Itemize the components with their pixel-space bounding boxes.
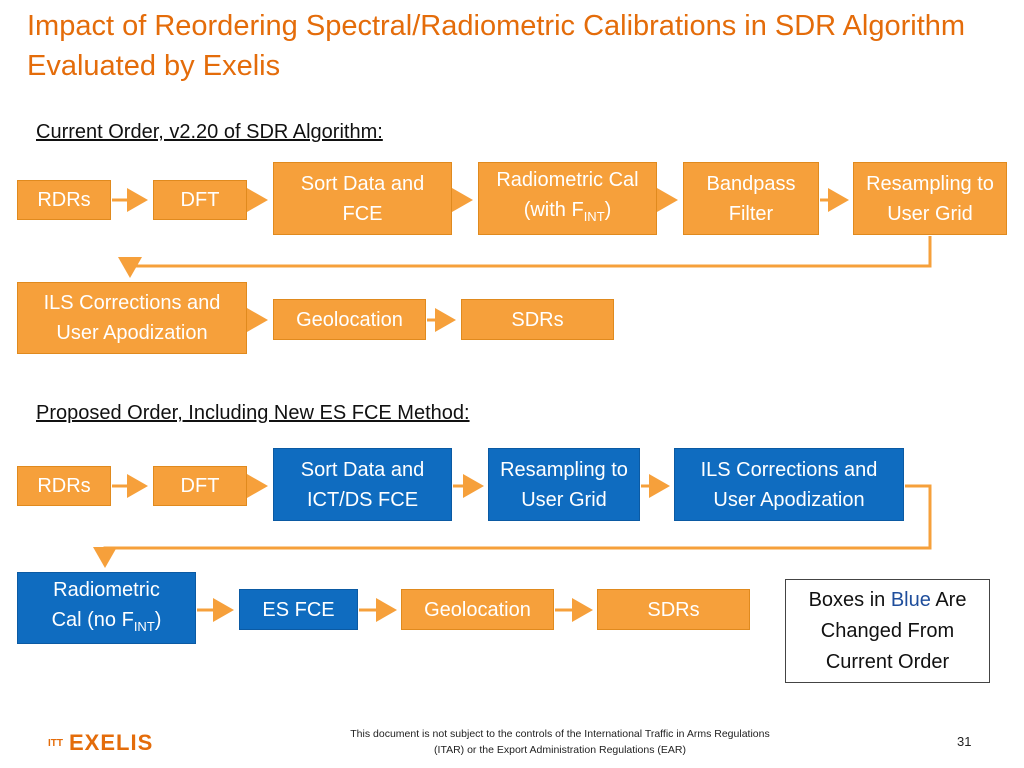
note-line2: Changed From [820,620,955,642]
current-radiometric-end: ) [604,199,612,221]
current-radiometric-box [478,162,657,235]
proposed-sort-box: Sort Data and ICT/DS FCE [273,448,452,521]
current-sort-box: Sort Data and FCE [273,162,452,235]
page-number: 31 [957,734,972,749]
current-geolocation-box: Geolocation [273,299,426,340]
proposed-esfce-box: ES FCE [239,589,358,630]
logo-prefix: ITT [48,737,63,749]
current-radiometric-label: Radiometric Cal (with F [496,169,639,221]
current-dft-box: DFT [153,180,247,220]
note-line1-post: Are [930,589,967,611]
proposed-sdrs-box: SDRs [597,589,750,630]
note-line1-pre: Boxes in [808,589,891,611]
legend-note [785,579,990,683]
current-rdrs-box: RDRs [17,180,111,220]
current-sdrs-box: SDRs [461,299,614,340]
logo-name: EXELIS [69,730,154,755]
proposed-radiometric-box [17,572,196,644]
arrow-wrap-current [130,236,930,275]
current-bandpass-box: Bandpass Filter [683,162,819,235]
current-order-heading: Current Order, v2.20 of SDR Algorithm: [36,121,383,143]
proposed-order-heading: Proposed Order, Including New ES FCE Method: [36,402,470,424]
proposed-radiometric-label: Radiometric Cal (no F [51,578,160,631]
proposed-ils-box: ILS Corrections and User Apodization [674,448,904,521]
proposed-radiometric-end: ) [154,608,162,631]
note-line3: Current Order [825,651,950,673]
current-ils-box: ILS Corrections and User Apodization [17,282,247,354]
proposed-radiometric-sub: INT [133,618,155,634]
proposed-dft-box: DFT [153,466,247,506]
proposed-resampling-box: Resampling to User Grid [488,448,640,521]
footer-disclaimer: This document is not subject to the controls of the International Traffic in Arms Regulations (ITAR) or the Export Administration Regulations (EAR) [350,728,770,756]
proposed-rdrs-box: RDRs [17,466,111,506]
current-radiometric-sub: INT [583,209,605,224]
note-blue-word: Blue [890,589,931,611]
current-resampling-box: Resampling to User Grid [853,162,1007,235]
proposed-geolocation-box: Geolocation [401,589,554,630]
page-title: Impact of Reordering Spectral/Radiometric Calibrations in SDR Algorithm Evaluated by Exelis [27,10,966,82]
exelis-logo [48,730,153,756]
